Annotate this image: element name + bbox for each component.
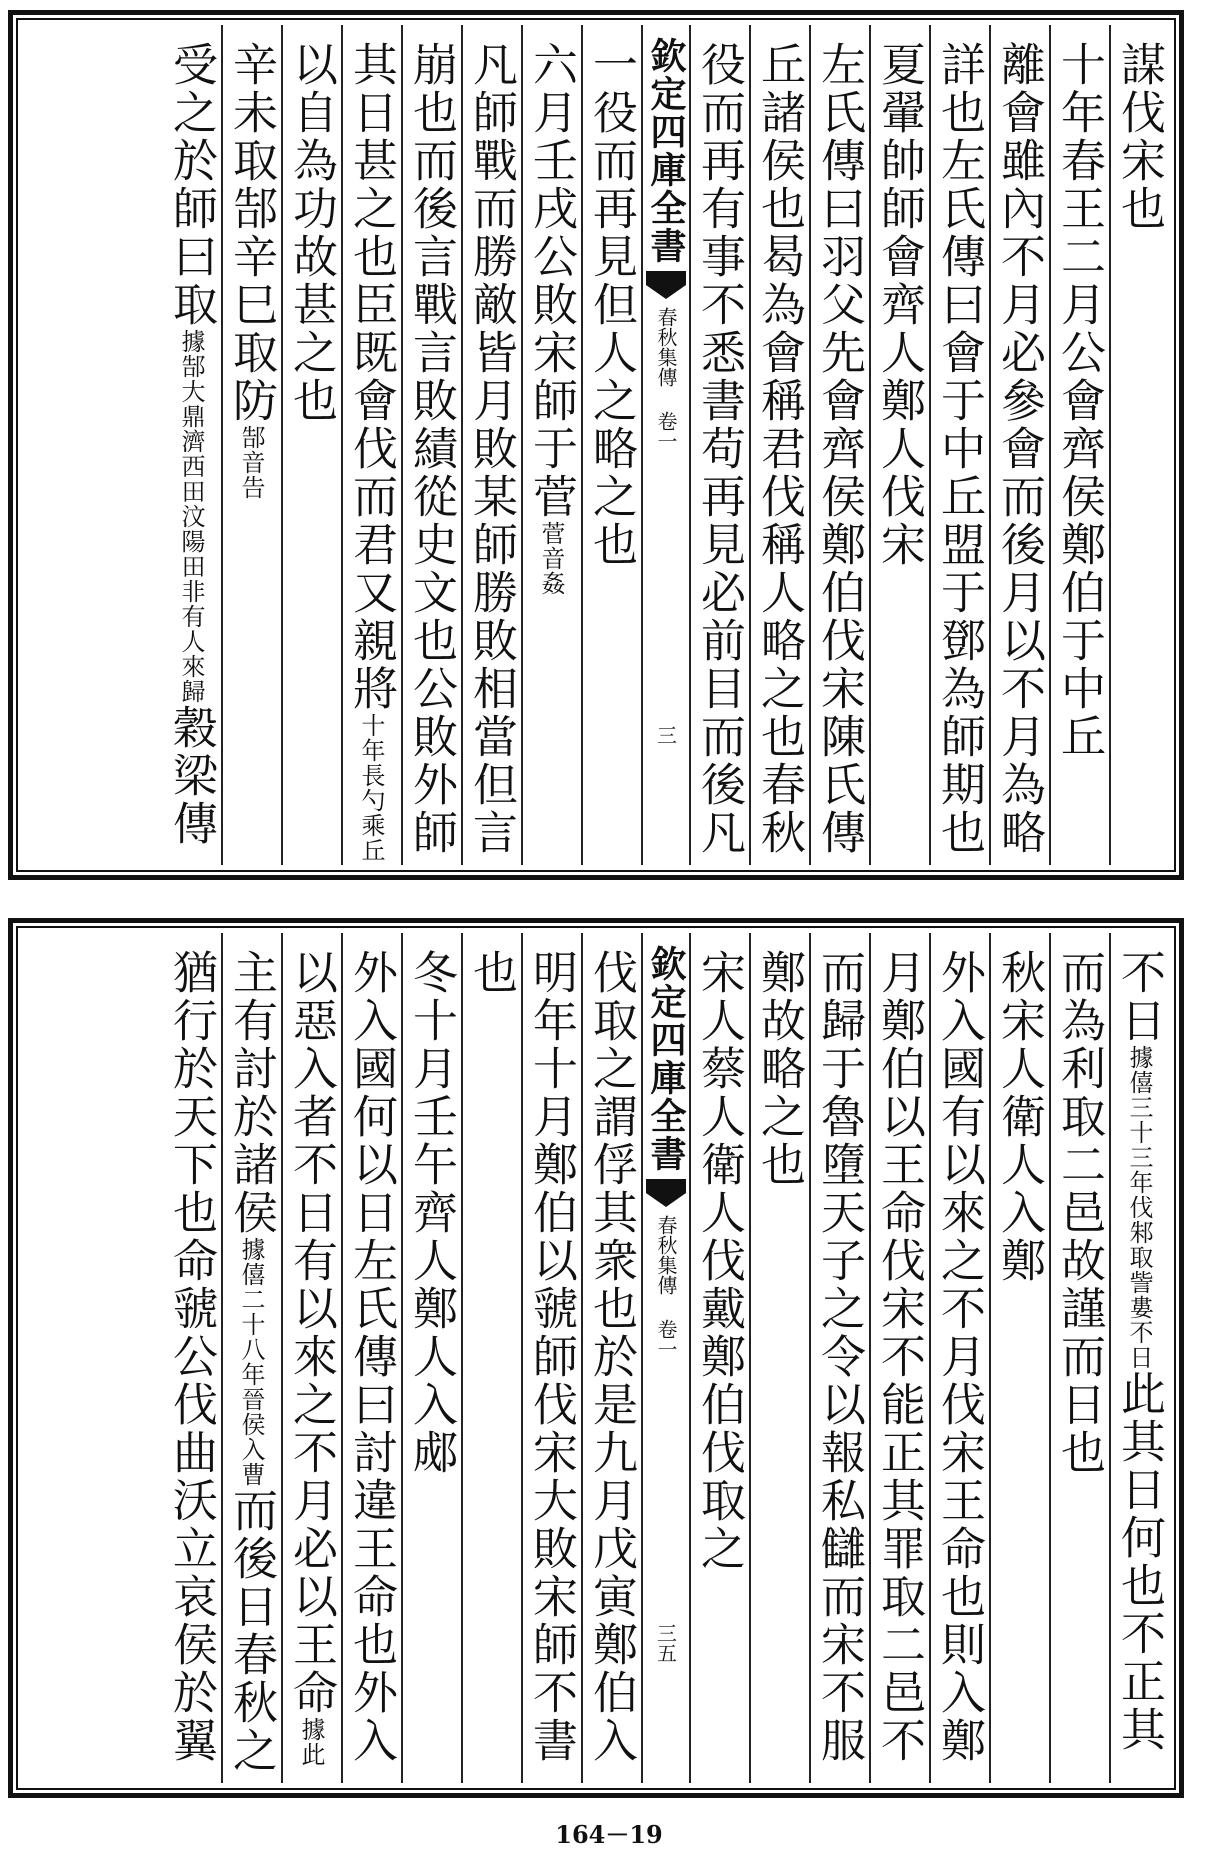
- main-text: 以自為功故甚之也: [285, 41, 338, 425]
- main-text: 冬十月壬午齊人鄭人入郕: [405, 949, 458, 1477]
- commentary-note: 菅音姦: [537, 521, 565, 596]
- text-column: [689, 933, 749, 1783]
- fish-tail-mark: [646, 1179, 686, 1209]
- commentary-note: 據僖二十八年晉侯入曹: [237, 1237, 265, 1487]
- text-column: [521, 25, 581, 865]
- commentary-note: 據僖三十三年伐邾取訾婁不日: [1125, 1045, 1153, 1370]
- main-text: 宋人蔡人衛人伐戴鄭伯伐取之: [693, 949, 746, 1573]
- text-column: [989, 25, 1049, 865]
- main-text: 此其日何也不正其: [1113, 1370, 1166, 1754]
- text-column: [1049, 933, 1109, 1783]
- page-heart-center-column: [641, 25, 689, 865]
- text-column: [749, 25, 809, 865]
- text-column: [221, 25, 281, 865]
- lower-page-panel: [8, 918, 1184, 1798]
- text-column: [809, 933, 869, 1783]
- text-column: [341, 933, 401, 1783]
- commentary-note: 據郜大鼎濟西田汶陽田非有人來歸: [177, 329, 205, 704]
- main-text: 十年春王二月公會齊侯鄭伯于中丘: [1053, 41, 1106, 761]
- upper-page-panel: [8, 10, 1184, 880]
- main-text: 猶行於天下也命虢公伐曲沃立哀侯於翼: [165, 949, 218, 1765]
- main-text: 而歸于魯墮天子之令以報私讎而宋不服: [813, 949, 866, 1765]
- commentary-note: 十年長勺乘丘: [357, 713, 385, 863]
- main-text: 也: [465, 949, 518, 997]
- text-column: [461, 25, 521, 865]
- section-label: 春秋集傳 卷一: [654, 1215, 678, 1359]
- text-column: [221, 933, 281, 1783]
- main-text: 受之於師曰取: [165, 41, 218, 329]
- commentary-note: 據此: [297, 1717, 325, 1767]
- main-text: 外入國何以日左氏傳曰討違王命也外入: [345, 949, 398, 1765]
- text-column: [581, 933, 641, 1783]
- book-title: 欽定四庫全書: [645, 37, 687, 265]
- text-column: [869, 25, 929, 865]
- main-text: 主有討於諸侯: [225, 949, 278, 1237]
- text-column: [689, 25, 749, 865]
- main-text: 以惡入者不日有以來之不月必以王命: [285, 949, 338, 1717]
- text-column: [581, 25, 641, 865]
- main-text: 外入國有以來之不月伐宋王命也則入鄭: [933, 949, 986, 1765]
- main-text: 凡師戰而勝敵皆月敗某師勝敗相當但言: [465, 41, 518, 857]
- main-text: 六月壬戌公敗宋師于菅: [525, 41, 578, 521]
- text-column: [929, 933, 989, 1783]
- main-text: 辛未取郜辛巳取防: [225, 41, 278, 425]
- main-text: 離會雖內不月必參會而後月以不月為略: [993, 41, 1046, 857]
- main-text: 丘諸侯也曷為會稱君伐稱人略之也春秋: [753, 41, 806, 857]
- main-text: 崩也而後言戰言敗績從史文也公敗外師: [405, 41, 458, 857]
- main-text: 一役而再見但人之略之也: [585, 41, 638, 569]
- text-column: [749, 933, 809, 1783]
- text-column: [341, 25, 401, 865]
- text-column: [161, 25, 221, 865]
- text-column: [521, 933, 581, 1783]
- main-text: 其日甚之也臣既會伐而君又親將: [345, 41, 398, 713]
- text-column: [1049, 25, 1109, 865]
- text-column: [809, 25, 869, 865]
- text-column: [161, 933, 221, 1783]
- text-column: [281, 933, 341, 1783]
- book-title: 欽定四庫全書: [645, 945, 687, 1173]
- text-column: [401, 933, 461, 1783]
- main-text: 月鄭伯以王命伐宋不能正其罪取二邑不: [873, 949, 926, 1765]
- main-text: 詳也左氏傳曰會于中丘盟于鄧為師期也: [933, 41, 986, 857]
- main-text: 不日: [1113, 949, 1166, 1045]
- text-column: [1109, 933, 1169, 1783]
- upper-text-columns: [23, 25, 1169, 865]
- page-number: 164－19: [555, 1820, 663, 1849]
- main-text: 左氏傳曰羽父先會齊侯鄭伯伐宋陳氏傳: [813, 41, 866, 857]
- main-text: 鄭故略之也: [753, 949, 806, 1189]
- leaf-number: 三: [653, 725, 678, 745]
- main-text: 明年十月鄭伯以虢師伐宋大敗宋師不書: [525, 949, 578, 1765]
- main-text: 夏翬帥師會齊人鄭人伐宋: [873, 41, 926, 569]
- fish-tail-mark: [646, 271, 686, 301]
- text-column: [401, 25, 461, 865]
- main-text: 謀伐宋也: [1113, 41, 1166, 233]
- text-column: [989, 933, 1049, 1783]
- text-column: [869, 933, 929, 1783]
- text-column: [1109, 25, 1169, 865]
- page-heart-center-column: [641, 933, 689, 1783]
- text-column: [461, 933, 521, 1783]
- section-label: 春秋集傳 卷一: [654, 307, 678, 451]
- text-column: [929, 25, 989, 865]
- commentary-note: 郜音告: [237, 425, 265, 500]
- main-text: 役而再有事不悉書苟再見必前目而後凡: [693, 41, 746, 857]
- main-text: 秋宋人衛人入鄭: [993, 949, 1046, 1285]
- main-text: 而後日春秋之: [225, 1487, 278, 1775]
- main-text: 伐取之謂俘其衆也於是九月戊寅鄭伯入: [585, 949, 638, 1765]
- lower-text-columns: [23, 933, 1169, 1783]
- leaf-number: 三五: [653, 1623, 678, 1663]
- text-column: [281, 25, 341, 865]
- main-text: 穀梁傳: [165, 704, 218, 848]
- main-text: 而為利取二邑故謹而日也: [1053, 949, 1106, 1477]
